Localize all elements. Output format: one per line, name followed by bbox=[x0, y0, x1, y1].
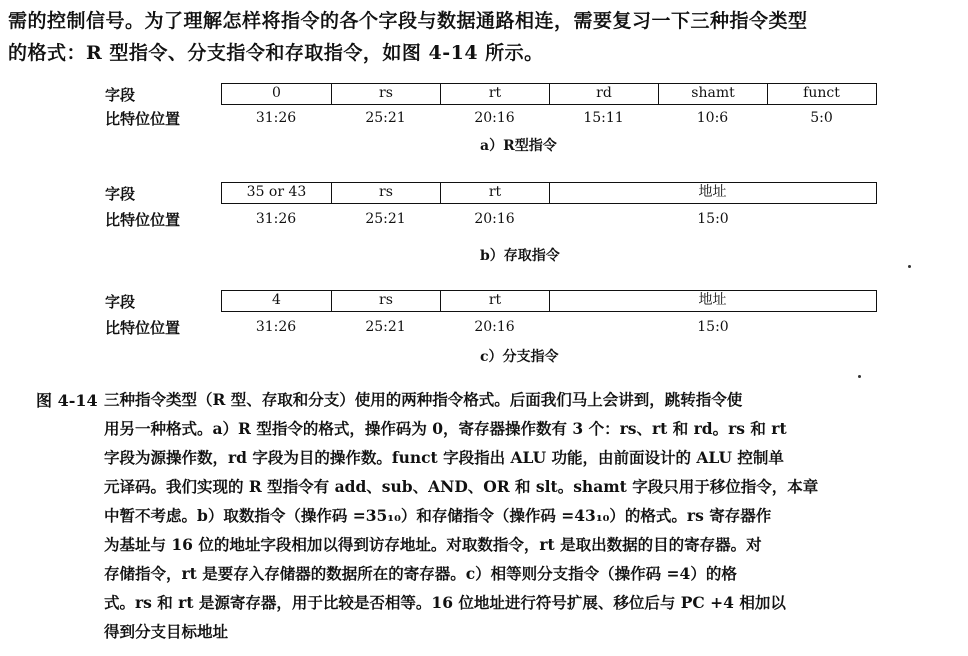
field-opcode: 0 bbox=[222, 84, 332, 104]
caption-line-9: 得到分支目标地址 bbox=[104, 622, 229, 641]
bits-31-26: 31:26 bbox=[255, 110, 297, 126]
field-opcode: 4 bbox=[222, 291, 332, 311]
bits-31-26: 31:26 bbox=[255, 319, 297, 335]
caption-line-2: 用另一种格式。a）R 型指令的格式，操作码为 0，寄存器操作数有 3 个：rs、rt 和 rd。rs 和 rt bbox=[104, 419, 787, 438]
field-address: 地址 bbox=[698, 292, 727, 308]
bits-label-a: 比特位位置 bbox=[105, 110, 181, 128]
bits-25-21: 25:21 bbox=[365, 211, 406, 227]
figure-number: 图 4-14 bbox=[36, 391, 98, 410]
bits-label-c: 比特位位置 bbox=[105, 319, 181, 337]
field-opcode: 35 or 43 bbox=[222, 183, 332, 203]
bits-25-21: 25:21 bbox=[365, 110, 406, 126]
intro-line-1: 需的控制信号。为了理解怎样将指令的各个字段与数据通路相连，需要复习一下三种指令类型 bbox=[8, 10, 808, 32]
load-store-field-box bbox=[221, 182, 877, 204]
bits-10-6: 10:6 bbox=[696, 110, 729, 126]
caption-line-6: 为基址与 16 位的地址字段相加以得到访存地址。对取数指令，rt 是取出数据的目的寄存器。对 bbox=[104, 535, 762, 554]
bits-20-16: 20:16 bbox=[474, 110, 515, 126]
field-rd: rd bbox=[550, 84, 659, 104]
caption-line-7: 存储指令，rt 是要存入存储器的数据所在的寄存器。c）相等则分支指令（操作码 =4）的格 bbox=[104, 564, 737, 583]
caption-b: b）存取指令 bbox=[480, 248, 560, 264]
scan-speck bbox=[908, 265, 911, 268]
caption-line-8: 式。rs 和 rt 是源寄存器，用于比较是否相等。16 位地址进行符号扩展、移位后与 PC +4 相加以 bbox=[104, 593, 786, 612]
caption-a: a）R型指令 bbox=[480, 138, 557, 154]
r-type-field-box bbox=[221, 83, 877, 105]
field-address: 地址 bbox=[698, 184, 727, 200]
field-rt: rt bbox=[441, 183, 550, 203]
field-shamt: shamt bbox=[659, 84, 768, 104]
bits-25-21: 25:21 bbox=[365, 319, 406, 335]
field-rt: rt bbox=[441, 291, 550, 311]
bits-5-0: 5:0 bbox=[810, 110, 833, 126]
field-funct: funct bbox=[803, 85, 840, 101]
caption-line-1: 三种指令类型（R 型、存取和分支）使用的两种指令格式。后面我们马上会讲到，跳转指令使 bbox=[104, 390, 743, 409]
field-label-c: 字段 bbox=[105, 293, 136, 311]
caption-line-4: 元译码。我们实现的 R 型指令有 add、sub、AND、OR 和 slt。shamt 字段只用于移位指令，本章 bbox=[104, 477, 819, 496]
bits-31-26: 31:26 bbox=[255, 211, 297, 227]
caption-c: c）分支指令 bbox=[480, 349, 559, 365]
bits-20-16: 20:16 bbox=[474, 211, 515, 227]
bits-20-16: 20:16 bbox=[474, 319, 515, 335]
bits-15-0: 15:0 bbox=[697, 211, 729, 227]
scan-speck bbox=[858, 375, 861, 378]
bits-15-0: 15:0 bbox=[697, 319, 729, 335]
field-label-b: 字段 bbox=[105, 185, 136, 203]
intro-line-2: 的格式：R 型指令、分支指令和存取指令，如图 4-14 所示。 bbox=[8, 42, 544, 64]
field-rs: rs bbox=[332, 183, 441, 203]
branch-field-box bbox=[221, 290, 877, 312]
field-label-a: 字段 bbox=[105, 86, 136, 104]
bits-15-11: 15:11 bbox=[583, 110, 624, 126]
bits-label-b: 比特位位置 bbox=[105, 211, 181, 229]
field-rs: rs bbox=[332, 84, 441, 104]
field-rt: rt bbox=[441, 84, 550, 104]
caption-line-3: 字段为源操作数，rd 字段为目的操作数。funct 字段指出 ALU 功能，由前面设计的 ALU 控制单 bbox=[104, 448, 784, 467]
caption-line-5: 中暂不考虑。b）取数指令（操作码 =35₁₀）和存储指令（操作码 =43₁₀）的格式。rs 寄存器作 bbox=[104, 506, 772, 525]
field-rs: rs bbox=[332, 291, 441, 311]
